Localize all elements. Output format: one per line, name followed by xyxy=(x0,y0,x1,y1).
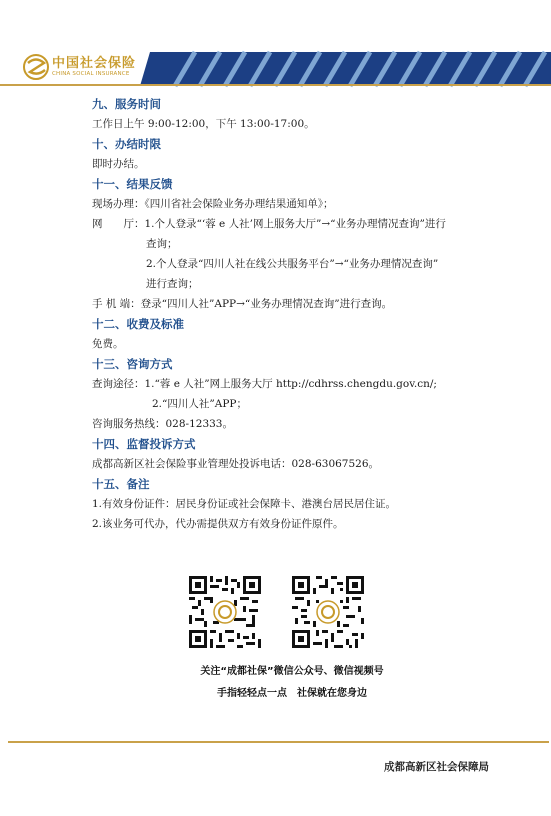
header-logo xyxy=(52,57,136,78)
qr-code-wechat-official-account-icon xyxy=(189,576,261,648)
document-body xyxy=(92,94,504,534)
footer-divider xyxy=(8,741,549,743)
time-limit-text: 即时办结。 xyxy=(92,158,145,170)
service-hours-text: 工作日上午 9:00-12:00，下午 13:00-17:00。 xyxy=(92,118,315,130)
fees-text: 免费。 xyxy=(92,338,124,350)
slogan-text: 手指轻轻点一点 社保就在您身边 xyxy=(217,688,367,699)
logo-english-name: CHINA SOCIAL INSURANCE xyxy=(52,71,130,77)
section-title-consultation: 十三、咨询方式 xyxy=(92,357,173,371)
section-title-service-hours: 九、服务时间 xyxy=(92,97,161,111)
section-title-time-limit: 十、办结时限 xyxy=(92,137,161,151)
feedback-online-hall-2-cont: 进行查询； xyxy=(146,278,199,290)
feedback-mobile: 手 机 端：登录“四川人社”APP→“业务办理情况查询”进行查询。 xyxy=(92,298,393,310)
section-title-complaint: 十四、监督投诉方式 xyxy=(92,437,196,451)
feedback-online-hall-2: 2.个人登录“四川人社在线公共服务平台”→“业务办理情况查询” xyxy=(146,258,439,270)
page-header xyxy=(0,0,551,90)
section-title-result-feedback: 十一、结果反馈 xyxy=(92,177,173,191)
issuing-organization: 成都高新区社会保障局 xyxy=(384,761,489,773)
qr-code-wechat-video-icon xyxy=(292,576,364,648)
consultation-channel-1: 查询途径：1.“蓉 e 人社”网上服务大厅 http://cdhrss.chengdu.gov.cn/; xyxy=(92,378,437,390)
remarks-id-documents: 1.有效身份证件：居民身份证或社会保障卡、港澳台居民居住证。 xyxy=(92,498,397,510)
remarks-proxy: 2.该业务可代办，代办需提供双方有效身份证件原件。 xyxy=(92,518,344,530)
section-title-fees: 十二、收费及标准 xyxy=(92,317,184,331)
logo-chinese-name: 中国社会保险 xyxy=(52,56,137,71)
feedback-onsite: 现场办理：《四川省社会保险业务办理结果通知单》； xyxy=(92,198,334,210)
consultation-hotline: 咨询服务热线：028-12333。 xyxy=(92,418,233,430)
follow-wechat-text: 关注“成都社保”微信公众号、微信视频号 xyxy=(200,666,384,677)
complaint-phone: 成都高新区社会保险事业管理处投诉电话：028-63067526。 xyxy=(92,458,380,470)
consultation-channel-2: 2.“四川人社”APP； xyxy=(152,398,247,410)
feedback-online-hall-1-cont: 查询； xyxy=(146,238,178,250)
section-title-remarks: 十五、备注 xyxy=(92,477,150,491)
feedback-online-hall-1: 网 厅：1.个人登录“‘蓉 e 人社’网上服务大厅”→“业务办理情况查询”进行 xyxy=(92,218,446,230)
